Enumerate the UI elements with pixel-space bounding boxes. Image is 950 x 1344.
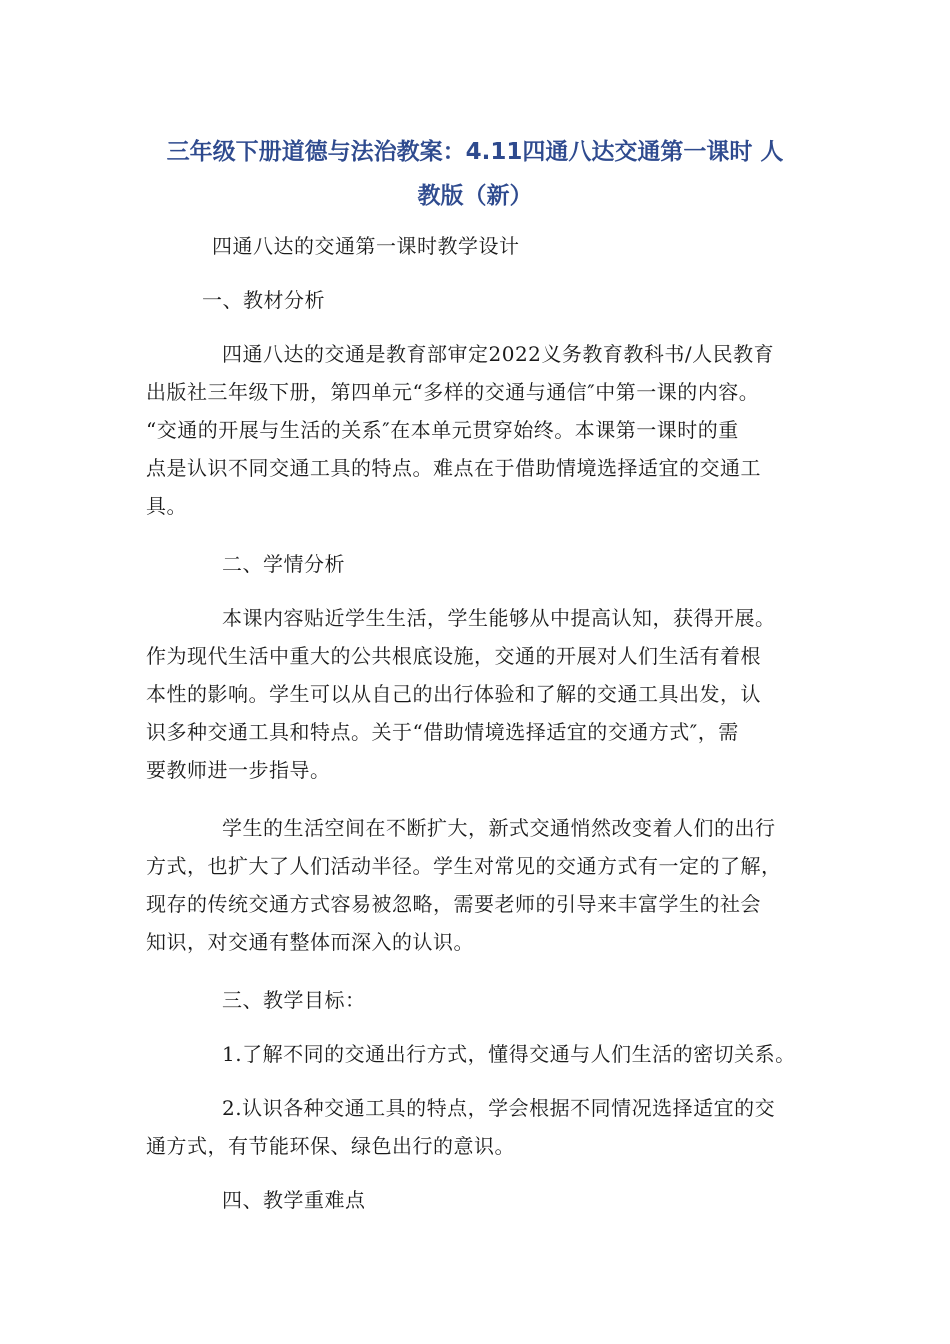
paragraph-line: 本课内容贴近学生生活，学生能够从中提高认知，获得开展。 [222, 606, 776, 630]
paragraph-line: “交通的开展与生活的关系″在本单元贯穿始终。本课第一课时的重 [146, 418, 739, 442]
document-title-line-1: 三年级下册道德与法治教案：4.11四通八达交通第一课时 人 [166, 139, 784, 165]
paragraph-line: 点是认识不同交通工具的特点。难点在于借助情境选择适宜的交通工 [146, 456, 761, 480]
paragraph-line: 作为现代生活中重大的公共根底设施，交通的开展对人们生活有着根 [146, 644, 761, 668]
paragraph-line: 识多种交通工具和特点。关于“借助情境选择适宜的交通方式″，需 [146, 720, 739, 744]
section-heading-2: 二、学情分析 [222, 552, 345, 576]
paragraph-line: 本性的影响。学生可以从自己的出行体验和了解的交通工具出发，认 [146, 682, 761, 706]
paragraph-line: 方式，也扩大了人们活动半径。学生对常见的交通方式有一定的了解， [146, 854, 782, 878]
paragraph-line: 学生的生活空间在不断扩大，新式交通悄然改变着人们的出行 [222, 816, 776, 840]
paragraph-line: 出版社三年级下册，第四单元“多样的交通与通信″中第一课的内容。 [146, 380, 760, 404]
goal-item-1: 1.了解不同的交通出行方式，懂得交通与人们生活的密切关系。 [222, 1042, 796, 1066]
section-heading-3: 三、教学目标： [222, 988, 366, 1012]
paragraph-line: 现存的传统交通方式容易被忽略，需要老师的引导来丰富学生的社会 [146, 892, 761, 916]
goal-item-2-line: 2.认识各种交通工具的特点，学会根据不同情况选择适宜的交 [222, 1096, 776, 1120]
subtitle: 四通八达的交通第一课时教学设计 [212, 234, 520, 258]
paragraph-line: 要教师进一步指导。 [146, 758, 331, 782]
paragraph-line: 知识，对交通有整体而深入的认识。 [146, 930, 474, 954]
goal-item-2-line: 通方式，有节能环保、绿色出行的意识。 [146, 1134, 515, 1158]
document-title-line-2: 教版（新） [417, 183, 533, 209]
section-heading-1: 一、教材分析 [202, 288, 325, 312]
section-heading-4: 四、教学重难点 [222, 1188, 366, 1212]
paragraph-line: 具。 [146, 494, 187, 518]
paragraph-line: 四通八达的交通是教育部审定2022义务教育教科书/人民教育 [222, 342, 775, 366]
